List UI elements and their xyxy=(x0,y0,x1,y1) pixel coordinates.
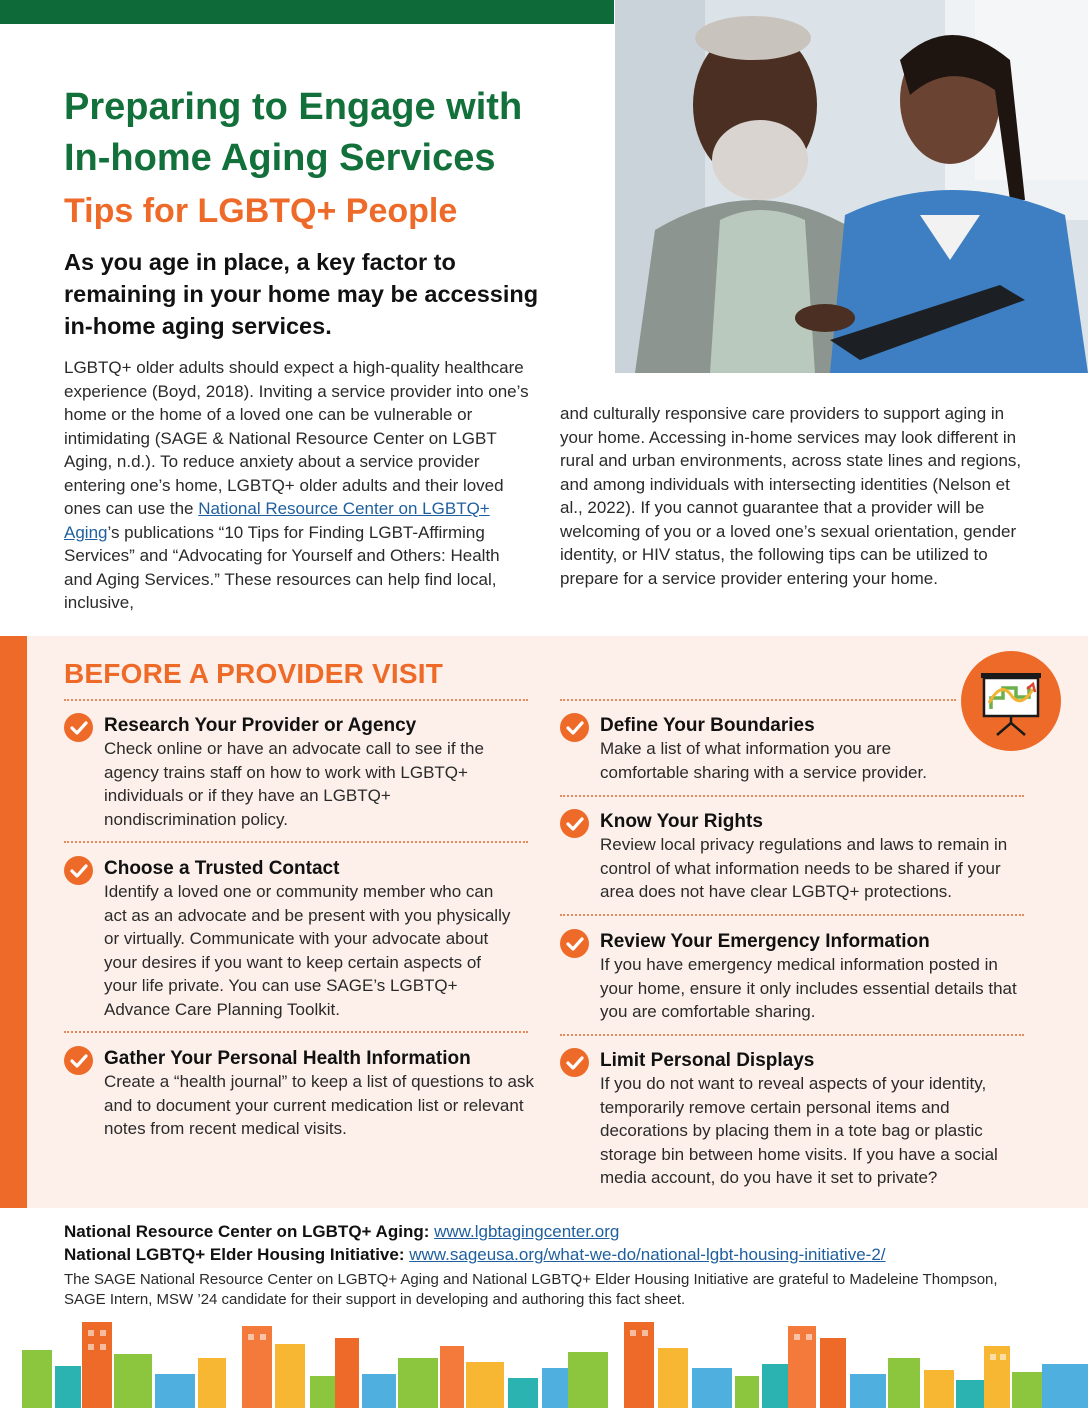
check-icon xyxy=(64,856,93,885)
tips-section-accent xyxy=(0,636,27,1208)
tip-title: Know Your Rights xyxy=(600,811,763,832)
tip-body: Make a list of what information you are comfortable sharing with a service provider. xyxy=(600,739,927,782)
check-icon xyxy=(560,1048,589,1077)
page-title xyxy=(64,82,584,184)
housing-url-link[interactable]: www.sageusa.org/what-we-do/national-lgbt-housing-initiative-2/ xyxy=(409,1245,886,1264)
check-icon xyxy=(560,713,589,742)
intro-paragraph xyxy=(64,356,532,615)
lead-paragraph: As you age in place, a key factor to remaining in your home may be accessing in-home aging services. xyxy=(64,249,539,339)
top-accent-bar xyxy=(0,0,614,24)
city-skyline-illustration xyxy=(0,1318,1088,1408)
hero-photo xyxy=(615,0,1088,373)
intro-paragraph-continued: and culturally responsive care providers to support aging in your home. Accessing in-home services may look different in rural and urban environments, across state lines and regions, and among individuals with intersecting identities (Nelson et al., 2022). If you cannot guarantee that a provider will be welcoming of you or a loved one’s sexual orientation, gender identity, or HIV status, the following tips can be utilized to prepare for a service provider entering your home. xyxy=(560,404,1022,588)
tip-title: Research Your Provider or Agency xyxy=(104,715,417,736)
page-subtitle: Tips for LGBTQ+ People xyxy=(64,192,458,230)
nrc-url-link[interactable]: www.lgbtagingcenter.org xyxy=(434,1222,620,1241)
tip-title: Choose a Trusted Contact xyxy=(104,858,340,879)
presentation-board-icon xyxy=(961,651,1061,751)
nrc-label: National Resource Center on LGBTQ+ Aging: xyxy=(64,1222,430,1241)
tip-body: If you do not want to reveal aspects of your identity, temporarily remove certain personal items and decorations by placing them in a tote bag or plastic storage bin between home visits. If you have a social media account, do you have it set to private? xyxy=(600,1074,998,1187)
tip-body: If you have emergency medical information posted in your home, ensure it only includes essential details that you are comfortable sharing. xyxy=(600,955,1017,1021)
check-icon xyxy=(64,713,93,742)
housing-label: National LGBTQ+ Elder Housing Initiative: xyxy=(64,1245,405,1264)
divider xyxy=(64,841,528,843)
title-line-2: In-home Aging Services xyxy=(64,137,496,179)
intro-text-part1: LGBTQ+ older adults should expect a high-quality healthcare experience (Boyd, 2018). Inviting a service provider into one’s home or the home of a loved one can be vulnerable or intimidating (SAGE & National Resource Center on LGBT Aging, n.d.). To reduce anxiety about a service provider entering one’s home, LGBTQ+ older adults and their loved ones can use the xyxy=(64,358,529,518)
divider xyxy=(560,914,1024,916)
footer-housing xyxy=(64,1243,1024,1266)
footer xyxy=(64,1220,1024,1310)
intro-text-part2: ’s publications “10 Tips for Finding LGBT-Affirming Services” and “Advocating for Yourself and Others: Health and Aging Services.” These resources can help find local, inclusive, xyxy=(64,522,500,612)
footer-acknowledgement: The SAGE National Resource Center on LGBTQ+ Aging and National LGBTQ+ Elder Housing Initiative are grateful to Madeleine Thompson, SAGE Intern, MSW ’24 candidate for their support in developing and authoring this fact sheet. xyxy=(64,1271,998,1308)
divider xyxy=(560,795,1024,797)
check-icon xyxy=(560,809,589,838)
tip-body: Identify a loved one or community member who can act as an advocate and be present with you physically or virtually. Communicate with your advocate about your desires if you want to keep certain aspects of your life private. You can use SAGE’s LGBTQ+ Advance Care Planning Toolkit. xyxy=(104,882,511,1019)
divider xyxy=(64,699,528,701)
divider xyxy=(64,1031,528,1033)
tip-body: Create a “health journal” to keep a list of questions to ask and to document your current medication list or relevant notes from recent medical visits. xyxy=(104,1072,534,1138)
intro-column-2 xyxy=(560,402,1030,590)
nrc-link[interactable]: National Resource Center on LGBTQ+ Aging xyxy=(64,499,490,542)
tip-title: Gather Your Personal Health Information xyxy=(104,1048,471,1069)
tip-body: Check online or have an advocate call to see if the agency trains staff on how to work with LGBTQ+ individuals or if they have an LGBTQ+ nondiscrimination policy. xyxy=(104,739,484,829)
title-line-1: Preparing to Engage with xyxy=(64,86,523,128)
divider xyxy=(560,699,956,701)
divider xyxy=(560,1034,1024,1036)
section-title: BEFORE A PROVIDER VISIT xyxy=(64,658,444,689)
check-icon xyxy=(560,929,589,958)
check-icon xyxy=(64,1046,93,1075)
tip-title: Review Your Emergency Information xyxy=(600,931,930,952)
tip-body: Review local privacy regulations and laws to remain in control of what information needs to be shared if your area does not have clear LGBTQ+ protections. xyxy=(600,835,1008,901)
footer-nrc xyxy=(64,1220,1024,1243)
tip-title: Define Your Boundaries xyxy=(600,715,815,736)
intro-column-1 xyxy=(64,356,532,615)
tip-title: Limit Personal Displays xyxy=(600,1050,815,1071)
